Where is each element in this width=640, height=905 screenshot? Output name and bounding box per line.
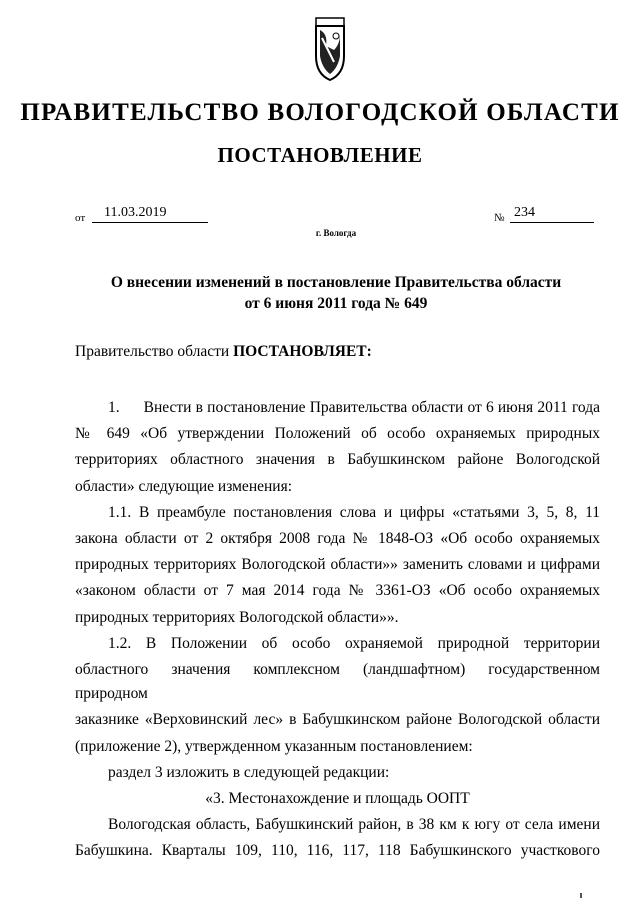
document-type-title: ПОСТАНОВЛЕНИЕ [217, 143, 423, 167]
scan-mark [580, 893, 582, 898]
resolution-statement [75, 343, 372, 361]
body-line: территориях областного значения в Бабушкинском районе Вологодской [75, 451, 600, 469]
body-line: «законом области от 7 мая 2014 года № 3361-ОЗ «Об особо охраняемых [75, 582, 600, 600]
body-line: Вологодская область, Бабушкинский район, в 38 км к югу от села имени [108, 816, 600, 834]
item-number: 1. [108, 399, 120, 416]
government-title: ПРАВИТЕЛЬСТВО ВОЛОГОДСКОЙ ОБЛАСТИ [20, 99, 620, 126]
resolution-prefix: Правительство области [75, 343, 234, 360]
date-label: от [75, 212, 86, 224]
body-line: областного значения комплексном (ландшафтном) государственном природном [75, 661, 600, 703]
body-line: 1.2. В Положении об особо охраняемой природной территории [108, 634, 600, 652]
body-line: раздел 3 изложить в следующей редакции: [108, 763, 390, 781]
body-line: природных территориях Вологодской области»» заменить словами и цифрами [75, 556, 600, 574]
body-line: области» следующие изменения: [75, 477, 293, 495]
resolution-keyword: ПОСТАНОВЛЯЕТ: [233, 343, 372, 360]
city-name: г. Вологда [315, 228, 357, 238]
body-line: заказнике «Верховинский лес» в Бабушкинском районе Вологодской области [75, 711, 600, 729]
body-line: природных территориях Вологодской области»». [75, 608, 399, 626]
section-heading: «3. Местонахождение и площадь ООПТ [205, 790, 470, 808]
body-line: Бабушкина. Кварталы 109, 110, 116, 117, 118 Бабушкинского участкового [75, 842, 600, 860]
document-date: 11.03.2019 [92, 204, 208, 223]
body-line: 1. Внести в постановление Правительства области от 6 июня 2011 года [108, 399, 600, 416]
document-body [75, 396, 600, 866]
number-label: № [494, 212, 505, 224]
body-line: закона области от 2 октября 2008 года № 1848-ОЗ «Об особо охраняемых [75, 530, 600, 548]
subject-line-1: О внесении изменений в постановление Правительства области [110, 274, 562, 291]
document-subject [60, 272, 612, 314]
coat-of-arms-emblem [300, 16, 360, 88]
subject-line-2: от 6 июня 2011 года № 649 [244, 295, 428, 312]
body-line: 1.1. В преамбуле постановления слова и цифры «статьями 3, 5, 8, 11 [108, 503, 600, 521]
body-line: № 649 «Об утверждении Положений об особо охраняемых природных [75, 425, 600, 443]
body-line: (приложение 2), утвержденном указанным постановлением: [75, 737, 473, 755]
document-number: 234 [510, 204, 594, 223]
